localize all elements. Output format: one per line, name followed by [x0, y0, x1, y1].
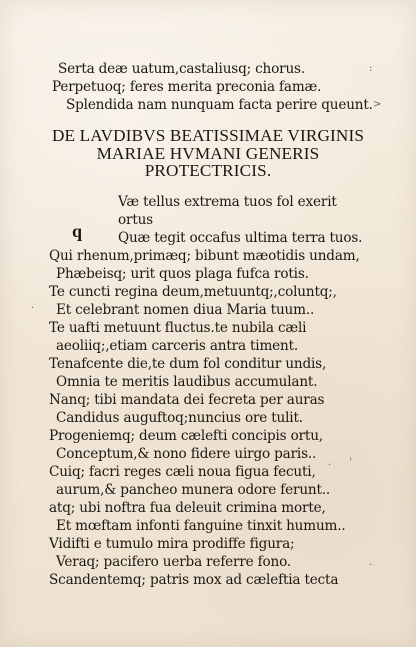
upper-line-1: Serta deæ uatum,castaliusq; chorus. [58, 61, 305, 77]
poem-line-8: Te uafti metuunt fluctus.te nubila cæli [49, 320, 307, 336]
margin-mark-right-small: ' [349, 457, 352, 468]
poem-line-9: aeoliiq;,etiam carceris antra timent. [56, 338, 299, 354]
poem-line-13: Candidus auguftoq;nuncius ore tulit. [56, 410, 303, 426]
margin-mark-right: > [373, 99, 382, 110]
poem-line-6: Te cuncti regina deum,metuuntq;,coluntq;, [49, 284, 337, 300]
margin-mark-top-right: : [369, 63, 373, 74]
poem-line-17: aurum,& pancheo munera odore ferunt.. [56, 482, 331, 498]
poem-line-3: Quæ tegit occafus ultima terra tuos. [118, 230, 363, 246]
margin-mark-middle-right: . [328, 457, 332, 468]
poem-line-5: Phæbeisq; urit quos plaga fufca rotis. [56, 266, 309, 282]
upper-line-2: Perpetuoq; feres merita preconia famæ. [52, 79, 322, 95]
poem-line-11: Omnia te meritis laudibus accumulant. [56, 374, 318, 390]
poem-line-15: Conceptum,& nono fidere uirgo paris.. [56, 446, 317, 462]
poem-line-2: ortus [118, 212, 153, 228]
section-heading-line-1: DE LAVDIBVS BEATISSIMAE VIRGINIS [51, 126, 365, 145]
margin-mark-left: . [31, 300, 35, 311]
poem-line-7: Et celebrant nomen diua Maria tuum.. [56, 302, 315, 318]
poem-line-10: Tenafcente die,te dum fol conditur undis, [49, 356, 327, 372]
section-heading-line-3: PROTECTRICIS. [144, 161, 272, 180]
poem-line-19: Et mœftam infonti fanguine tinxit humum.. [56, 518, 346, 534]
poem-line-18: atq; ubi noftra fua deleuit crimina morte, [49, 500, 326, 516]
poem-line-14: Progeniemq; deum cælefti concipis ortu, [49, 428, 323, 444]
poem-line-16: Cuiq; facri reges cæli noua figua fecuti, [49, 464, 316, 480]
poem-line-1: Væ tellus extrema tuos fol exerit [118, 194, 337, 210]
poem-line-22: Scandentemq; patris mox ad cæleftia tecta [49, 572, 339, 588]
poem-line-21: Veraq; pacifero uerba referre fono. [56, 554, 292, 570]
poem-line-12: Nanq; tibi mandata dei fecreta per auras [49, 392, 325, 408]
upper-line-3: Splendida nam nunquam facta perire queunt. [66, 97, 373, 113]
margin-mark-bottom-right: · [369, 560, 373, 571]
poem-line-20: Vidifti e tumulo mira prodiffe figura; [49, 536, 295, 552]
guide-letter: q [72, 221, 83, 241]
poem-line-4: Qui rhenum,primæq; bibunt mæotidis undam, [49, 248, 360, 264]
section-heading-line-2: MARIAE HVMANI GENERIS [96, 144, 320, 163]
